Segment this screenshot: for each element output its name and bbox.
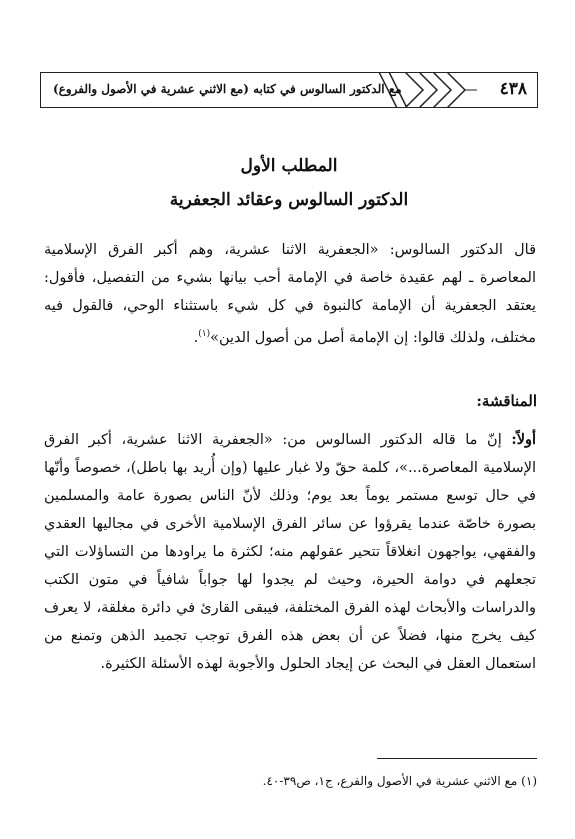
quote-paragraph [44, 236, 536, 352]
section-subtitle: الدكتور السالوس وعقائد الجعفرية [169, 190, 409, 210]
quote-text: قال الدكتور السالوس: «الجعفرية الاثنا عشرية، وهم أكبر الفرق الإسلامية المعاصرة ـ لهم عقيدة خاصة في الإمامة أحب بيانها بشيء من التفصيل، فأقول: يعتقد الجعفرية أن الإمامة كالنبوة في كل شيء باستثناء الوحي، فالقول فيه مختلف، ولذلك قالوا: إن الإمامة أصل من أصول الدين» [44, 242, 536, 346]
quote-end: . [193, 329, 199, 346]
section-title: المطلب الأول [240, 156, 338, 176]
running-title: مع الدكتور السالوس في كتابه (مع الاثني عشرية في الأصول والفروع) [53, 82, 402, 96]
discussion-heading: المناقشة: [476, 392, 537, 410]
page-header [40, 72, 538, 108]
footnote: (١) مع الاثني عشرية في الأصول والفرع، ج١، ص٣٩-٤٠. [262, 774, 537, 788]
discussion-text: إنّ ما قاله الدكتور السالوس من: «الجعفرية الاثنا عشرية، أكبر الفرق الإسلامية المعاصرة...»، كلمة حقّ ولا غبار عليها (وإن أُريد بها باطل)، خصوصاً وأنّها في حال توسع مستمر يوماً بعد يوم؛ وذلك لأنّ الناس بصورة عامة والمسلمين بصورة خاصّة عندما يقرؤوا عن سائر الفرق الإسلامية الأخرى في مجاليها العقدي والفقهي، يواجهون انغلاقاً تتحير عقولهم منه؛ لكثرة ما يراودها من التساؤلات التي تجعلهم في دوامة الحيرة، وحيث لم يجدوا لها جواباً شافياً في متون الكتب والدراسات والأبحاث لهذه الفرق المختلفة، فيبقى القارئ في دائرة مغلقة، لا يعرف كيف يخرج منها، فضلاً عن أن بعض هذه الفرق توجب تجميد الذهن وتمنع من استعمال العقل في البحث عن إيجاد الحلول والأجوبة لهذه الأسئلة الكثيرة. [44, 432, 536, 672]
discussion-paragraph [44, 426, 536, 678]
page-number: ٤٣٨ [499, 79, 527, 99]
discussion-lead: أولاً: [511, 431, 536, 448]
footnote-divider [377, 758, 537, 759]
footnote-reference: (١) [198, 329, 211, 339]
